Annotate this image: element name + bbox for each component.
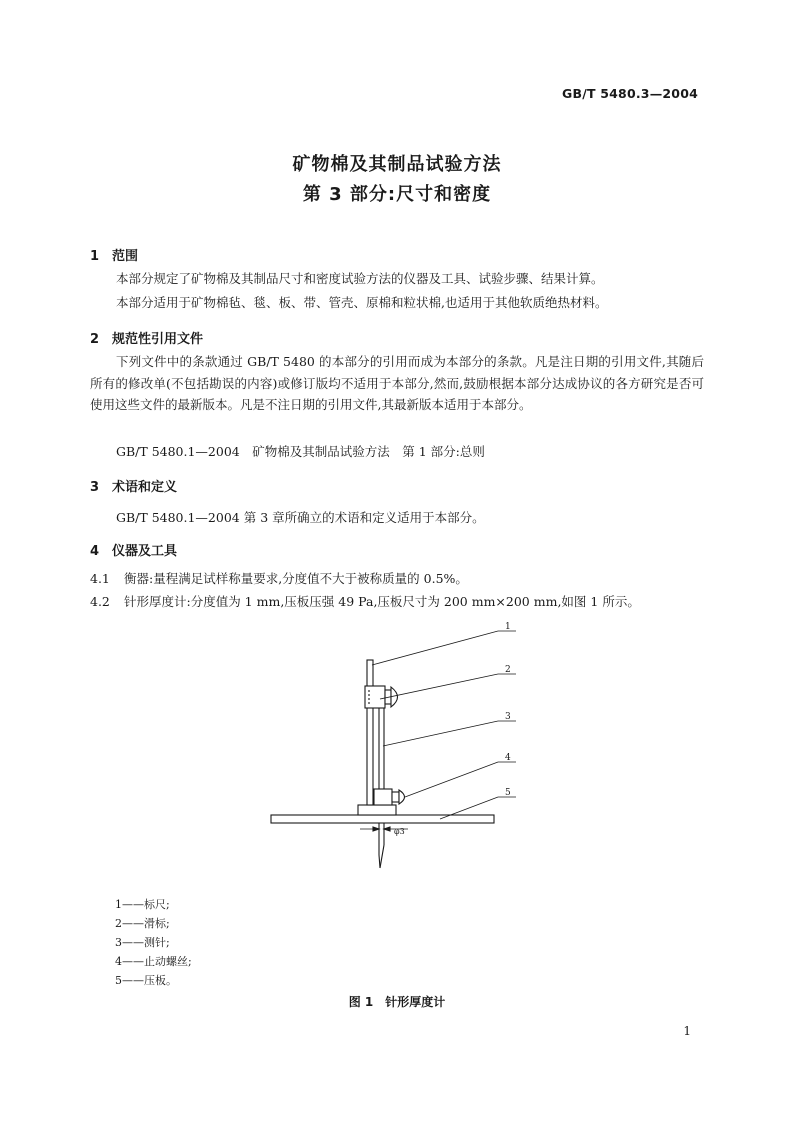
leader-line-1	[372, 631, 498, 665]
callout-3: 3	[505, 712, 511, 722]
section-heading-apparatus: 4 仪器及工具	[90, 544, 178, 559]
standard-number: GB/T 5480.3—2004	[562, 86, 698, 101]
callout-5: 5	[505, 788, 511, 798]
terms-paragraph: GB/T 5480.1—2004 第 3 章所确立的术语和定义适用于本部分。	[116, 510, 485, 525]
leader-line-3	[383, 721, 498, 746]
legend-item-3: 3——测针;	[115, 936, 170, 949]
page-number: 1	[683, 1024, 691, 1038]
leader-line-2	[380, 674, 498, 699]
section-heading-terms: 3 术语和定义	[90, 480, 178, 495]
document-subtitle: 第 3 部分:尺寸和密度	[302, 184, 492, 205]
scope-paragraph-2: 本部分适用于矿物棉毡、毯、板、带、管壳、原棉和粒状棉,也适用于其他软质绝热材料。	[116, 295, 608, 310]
callout-4: 4	[505, 753, 511, 763]
leader-line-4	[405, 762, 498, 797]
document-title: 矿物棉及其制品试验方法	[292, 154, 502, 175]
leader-line-5	[440, 797, 498, 819]
scope-paragraph-1: 本部分规定了矿物棉及其制品尺寸和密度试验方法的仪器及工具、试验步骤、结果计算。	[116, 271, 604, 286]
pressure-plate-drawing	[271, 815, 494, 823]
needle-tip-point	[380, 845, 384, 868]
section-heading-scope: 1 范围	[90, 249, 139, 264]
locking-screw-neck	[392, 792, 399, 802]
dimension-arrow-left	[373, 827, 379, 831]
slider-block-drawing	[365, 686, 385, 708]
legend-item-2: 2——滑标;	[115, 917, 170, 930]
scale-rod-drawing	[367, 660, 373, 805]
callout-1: 1	[505, 622, 511, 632]
clause-4-1: 4.1 衡器:量程满足试样称量要求,分度值不大于被称质量的 0.5%。	[90, 571, 468, 586]
figure-caption: 图 1 针形厚度计	[348, 995, 446, 1009]
locking-screw-head	[399, 790, 405, 804]
base-block-drawing	[358, 805, 396, 815]
legend-item-5: 5——压板。	[115, 974, 177, 987]
dimension-label: φ3	[394, 827, 405, 836]
section-heading-references: 2 规范性引用文件	[90, 332, 204, 347]
legend-item-1: 1——标尺;	[115, 898, 170, 911]
locking-collar-drawing	[374, 789, 392, 805]
callout-2: 2	[505, 665, 511, 675]
needle-tip-edge	[379, 855, 380, 868]
references-paragraph: 下列文件中的条款通过 GB/T 5480 的本部分的引用而成为本部分的条款。凡是注日期的引用文件,其随后所有的修改单(不包括勘误的内容)或修订版均不适用于本部分,然而,鼓励根据本部分达成协议的各方研究是否可使用这些文件的最新版本。凡是不注日期的引用文件,其最新版本适用于本部分。	[90, 354, 704, 412]
dimension-arrow-right	[384, 827, 390, 831]
clause-4-2: 4.2 针形厚度计:分度值为 1 mm,压板压强 49 Pa,压板尺寸为 200 mm×200 mm,如图 1 所示。	[90, 594, 640, 609]
legend-item-4: 4——止动螺丝;	[115, 955, 192, 968]
slider-knob-head	[391, 687, 398, 707]
referenced-document: GB/T 5480.1—2004 矿物棉及其制品试验方法 第 1 部分:总则	[116, 444, 485, 459]
